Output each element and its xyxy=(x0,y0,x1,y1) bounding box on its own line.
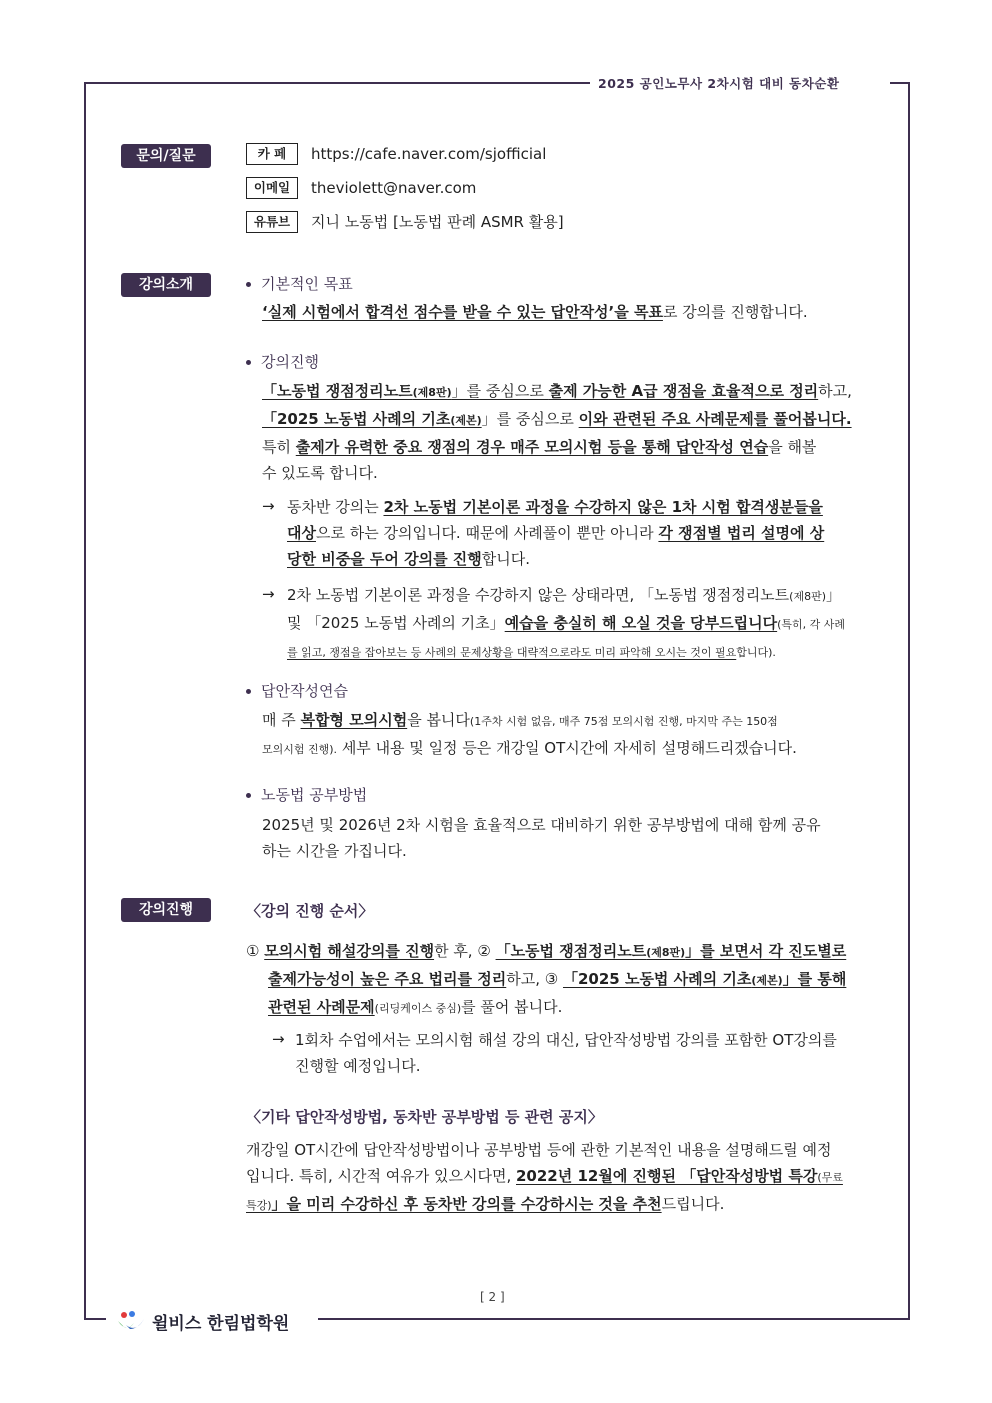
frame-top-line-right xyxy=(890,82,910,84)
goal-title: 기본적인 목표 xyxy=(261,275,353,293)
seg: 「노동법 쟁점정리노트 xyxy=(495,942,647,960)
logo-text: 윌비스 한림법학원 xyxy=(152,1313,290,1334)
seg: 2차 노동법 기본이론 과정을 수강하지 않은 1차 시험 합격생분들을 xyxy=(383,498,823,516)
seg: 및 「2025 노동법 사례의 기초」 xyxy=(287,614,505,632)
frame-bottom-line xyxy=(318,1318,910,1320)
practice-heading xyxy=(246,680,348,701)
goal-text xyxy=(262,299,808,325)
youtube-tag: 유튜브 xyxy=(246,211,298,233)
seg: 」를 중심으로 xyxy=(451,382,549,400)
cafe-link[interactable]: https://cafe.naver.com/sjofficial xyxy=(311,145,547,163)
seg: 「2025 노동법 사례의 기초 xyxy=(262,410,451,428)
order-text xyxy=(246,938,878,1022)
seg: 을 해볼 xyxy=(768,438,817,456)
seg: 동차반 강의는 xyxy=(287,498,384,516)
frame-left-line xyxy=(84,82,86,1320)
seg: 진행할 예정입니다. xyxy=(295,1057,421,1075)
seg: 이와 관련된 주요 사례문제를 풀어봅니다. xyxy=(578,410,852,428)
progress-line xyxy=(262,406,876,434)
seg: 출제가능성이 높은 주요 법리를 정리 xyxy=(268,970,507,988)
arrow-right-icon: → xyxy=(262,585,275,603)
cafe-tag: 카 페 xyxy=(246,143,298,165)
seg: 출제가 유력한 중요 쟁점의 경우 매주 모의시험 등을 통해 답안작성 연습 xyxy=(295,438,769,456)
intro-label: 강의소개 xyxy=(121,273,211,297)
seg: 매 주 xyxy=(262,711,301,729)
seg: 합니다. xyxy=(481,550,531,568)
course-label: 강의진행 xyxy=(121,898,211,922)
seg: 모의시험 해설강의를 진행 xyxy=(264,942,435,960)
seg: 를 읽고, 쟁점을 잡아보는 등 사례의 문제상황을 대략적으로라도 미리 파악해 오시는 것이 필요 xyxy=(287,646,737,659)
progress-line xyxy=(262,434,876,460)
seg: 「노동법 쟁점정리노트 xyxy=(262,382,413,400)
seg: 하고, xyxy=(818,382,852,400)
seg: 」를 보면서 각 진도별로 xyxy=(685,942,847,960)
goal-heading xyxy=(246,273,353,294)
contact-label: 문의/질문 xyxy=(121,144,211,168)
seg: 개강일 OT시간에 답안작성방법이나 공부방법 등에 관한 기본적인 내용을 설명해드릴 예정 xyxy=(246,1141,832,1159)
willbes-logo-icon xyxy=(116,1309,146,1333)
seg: (제본) xyxy=(450,414,482,427)
order-title: 〈강의 진행 순서〉 xyxy=(246,902,374,920)
frame-top-line xyxy=(84,82,590,84)
seg: 예습을 충실히 해 오실 것을 당부드립니다 xyxy=(504,614,778,632)
seg: 복합형 모의시험 xyxy=(300,711,408,729)
practice-text xyxy=(262,707,876,763)
seg: 2025년 및 2026년 2차 시험을 효율적으로 대비하기 위한 공부방법에 대해 함께 공유 xyxy=(262,816,821,834)
seg: 2차 노동법 기본이론 과정을 수강하지 않은 상태라면, 「노동법 쟁점정리노트 xyxy=(287,586,790,604)
arrow1-text xyxy=(287,494,877,572)
progress-text xyxy=(262,378,876,486)
progress-heading xyxy=(246,351,319,372)
bullet-dot-icon xyxy=(246,360,251,365)
seg: 」를 중심으로 xyxy=(481,410,579,428)
bullet-dot-icon xyxy=(246,793,251,798)
seg: 2022년 12월에 진행된 「답안작성방법 특강 xyxy=(516,1167,818,1185)
progress-line xyxy=(262,378,876,406)
goal-bold: ‘실제 시험에서 합격선 점수를 받을 수 있는 답안작성’을 목표 xyxy=(262,303,663,321)
seg: 각 쟁점별 법리 설명에 상 xyxy=(658,524,825,542)
indent xyxy=(246,998,268,1016)
seg: 당한 비중을 두어 강의를 진행 xyxy=(287,550,482,568)
seg: 수 있도록 합니다. xyxy=(262,464,378,482)
arrow-right-icon: → xyxy=(272,1030,285,1048)
seg: 」을 미리 수강하신 후 동차반 강의를 수강하시는 것을 추천 xyxy=(271,1195,662,1213)
seg: 출제 가능한 A급 쟁점을 효율적으로 정리 xyxy=(548,382,819,400)
study-text xyxy=(262,812,876,864)
goal-rest: 로 강의를 진행합니다. xyxy=(662,303,808,321)
study-title: 노동법 공부방법 xyxy=(261,786,368,804)
seg: 「2025 노동법 사례의 기초 xyxy=(562,970,752,988)
seg: 모의시험 진행). xyxy=(262,743,338,756)
seg: 으로 하는 강의입니다. 때문에 사례풀이 뿐만 아니라 xyxy=(315,524,659,542)
notice-title: 〈기타 답안작성방법, 동차반 공부방법 등 관련 공지〉 xyxy=(246,1108,603,1126)
page-number: [ 2 ] xyxy=(480,1290,505,1304)
seg: 한 후, ② xyxy=(434,942,496,960)
seg: 1회차 수업에서는 모의시험 해설 강의 대신, 답안작성방법 강의를 포함한 OT강의를 xyxy=(295,1031,837,1049)
seg: 입니다. 특히, 시간적 여유가 있으시다면, xyxy=(246,1167,516,1185)
seg: (제8판) xyxy=(412,386,452,399)
notice-text xyxy=(246,1137,878,1219)
indent xyxy=(246,970,268,988)
seg: (제8판) xyxy=(646,946,686,959)
seg: 특히 xyxy=(262,438,296,456)
seg: 하고, ③ xyxy=(506,970,563,988)
seg: (리딩케이스 중심) xyxy=(374,1002,462,1015)
seg: 드립니다. xyxy=(661,1195,725,1213)
seg: (무료 xyxy=(817,1171,843,1184)
seg: 합니다). xyxy=(736,646,776,659)
seg: 관련된 사례문제 xyxy=(268,998,375,1016)
seg: 」를 통해 xyxy=(782,970,847,988)
seg: (제8판) xyxy=(789,590,827,603)
email-link[interactable]: theviolett@naver.com xyxy=(311,179,477,197)
arrow2-text xyxy=(287,582,877,666)
seg: 를 풀어 봅니다. xyxy=(461,998,563,1016)
frame-bottom-line-left xyxy=(84,1318,106,1320)
frame-right-line xyxy=(908,82,910,1320)
seg: 하는 시간을 가집니다. xyxy=(262,842,407,860)
seg: ① xyxy=(246,942,265,960)
arrow-right-icon: → xyxy=(262,497,275,515)
seg: (특히, 각 사례 xyxy=(777,618,846,631)
header-title: 2025 공인노무사 2차시험 대비 동차순환 xyxy=(598,76,840,91)
bullet-dot-icon xyxy=(246,282,251,287)
email-tag: 이메일 xyxy=(246,177,298,199)
progress-title: 강의진행 xyxy=(261,353,319,371)
seg: (1주차 시험 없음, 매주 75점 모의시험 진행, 마지막 주는 150점 xyxy=(469,715,778,728)
seg: 세부 내용 및 일정 등은 개강일 OT시간에 자세히 설명해드리겠습니다. xyxy=(337,739,797,757)
seg: 을 봅니다 xyxy=(407,711,470,729)
order-arrow-text xyxy=(295,1027,877,1079)
seg: 대상 xyxy=(287,524,316,542)
seg: 」 xyxy=(826,586,842,604)
youtube-channel[interactable]: 지니 노동법 [노동법 판례 ASMR 활용] xyxy=(311,213,564,231)
seg: (제본) xyxy=(751,974,783,987)
progress-line xyxy=(262,460,876,486)
bullet-dot-icon xyxy=(246,689,251,694)
study-heading xyxy=(246,784,367,805)
seg: 특강) xyxy=(246,1199,272,1212)
practice-title: 답안작성연습 xyxy=(261,682,348,700)
footer-logo xyxy=(116,1307,289,1335)
